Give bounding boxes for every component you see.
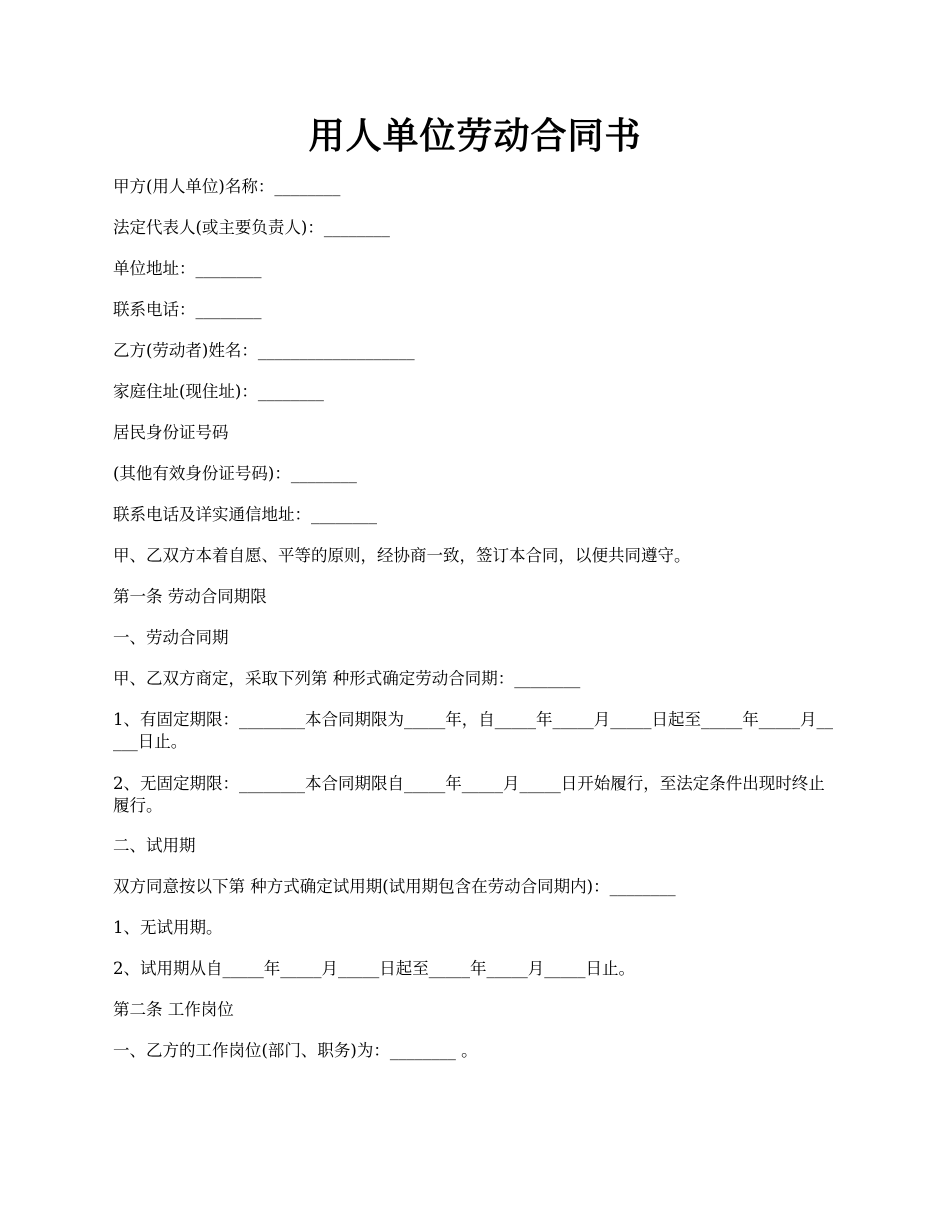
party-b-name: 乙方(劳动者)姓名：___________________ bbox=[113, 341, 415, 360]
probation-choice: 双方同意按以下第 种方式确定试用期(试用期包含在劳动合同期内)：________ bbox=[113, 877, 676, 896]
article-2-heading: 第二条 工作岗位 bbox=[113, 1000, 234, 1019]
document-title: 用人单位劳动合同书 bbox=[308, 115, 642, 157]
article-1-heading: 第一条 劳动合同期限 bbox=[113, 587, 267, 606]
section-contract-term: 一、劳动合同期 bbox=[113, 628, 229, 647]
contact-phone-address: 联系电话及详实通信地址：________ bbox=[113, 505, 377, 524]
contract-term-choice: 甲、乙双方商定，采取下列第 种形式确定劳动合同期：________ bbox=[113, 669, 581, 688]
id-number-label: 居民身份证号码 bbox=[113, 423, 229, 442]
no-probation-clause: 1、无试用期。 bbox=[113, 918, 223, 937]
company-phone: 联系电话：________ bbox=[113, 300, 262, 319]
home-address: 家庭住址(现住址)：________ bbox=[113, 382, 324, 401]
probation-period-clause: 2、试用期从自_____年_____月_____日起至_____年_____月_____日止。 bbox=[113, 959, 635, 978]
job-position-clause: 一、乙方的工作岗位(部门、职务)为：________ 。 bbox=[113, 1041, 478, 1060]
fixed-term-clause: 1、有固定期限：________本合同期限为_____年，自_____年_____月_____日起至_____年_____月_____日止。 bbox=[113, 710, 833, 751]
party-a-name: 甲方(用人单位)名称：________ bbox=[113, 177, 341, 196]
document-body bbox=[113, 176, 840, 1062]
section-probation: 二、试用期 bbox=[113, 836, 196, 855]
legal-representative: 法定代表人(或主要负责人)：________ bbox=[113, 218, 390, 237]
other-id-number: (其他有效身份证号码)：________ bbox=[113, 464, 357, 483]
open-term-clause: 2、无固定期限：________本合同期限自_____年_____月_____日开始履行，至法定条件出现时终止履行。 bbox=[113, 774, 825, 815]
contract-preamble: 甲、乙双方本着自愿、平等的原则，经协商一致，签订本合同，以便共同遵守。 bbox=[113, 546, 691, 565]
company-address: 单位地址：________ bbox=[113, 259, 262, 278]
